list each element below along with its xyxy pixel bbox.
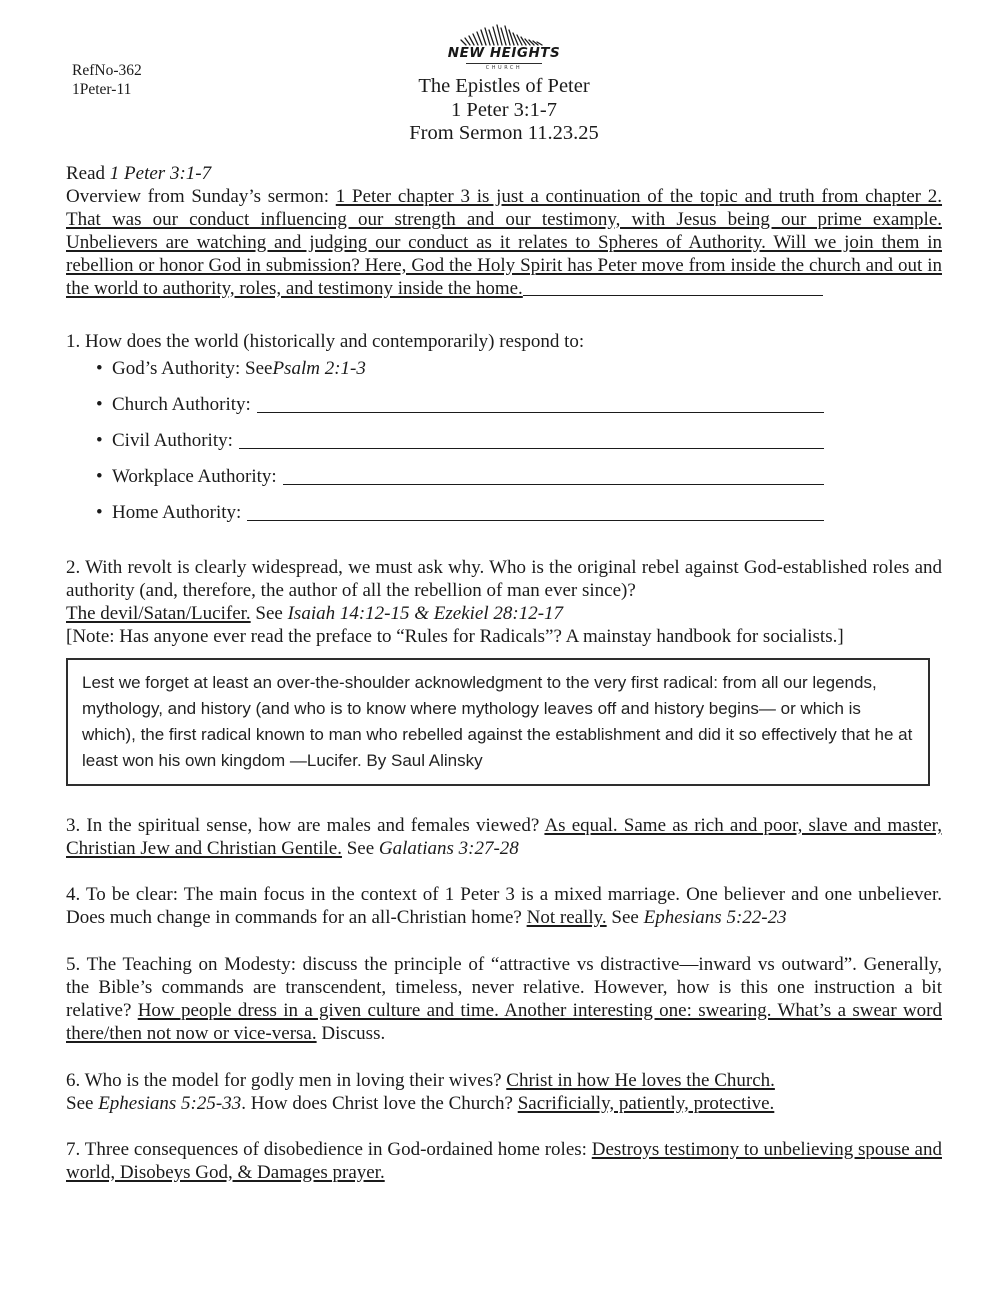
scripture-ref: Psalm 2:1-3 bbox=[272, 357, 366, 379]
q6-mid: . How does Christ love the Church? bbox=[241, 1092, 518, 1114]
q3-prompt: 3. In the spiritual sense, how are males and females viewed? bbox=[66, 814, 545, 836]
q4-prompt: 4. To be clear: The main focus in the context of 1 Peter 3 is a mixed marriage. One believer and one unbeliever. Does much change in commands for an all-Christian home? bbox=[66, 883, 942, 928]
answer-blank bbox=[239, 429, 824, 449]
bullet-icon: • bbox=[96, 357, 103, 379]
document-title bbox=[66, 75, 942, 146]
q2-scripture-refs: Isaiah 14:12-15 & Ezekiel 28:12-17 bbox=[287, 602, 564, 624]
q3-scripture-ref: Galatians 3:27-28 bbox=[378, 837, 519, 859]
answer-line-extension bbox=[523, 294, 823, 296]
bullet-icon: • bbox=[96, 429, 103, 451]
bullet-label: Church Authority: bbox=[112, 393, 251, 415]
q7-answer: Destroys testimony to unbelieving spouse and world, Disobeys God, & Damages prayer. bbox=[66, 1138, 942, 1183]
see-label: See bbox=[66, 1092, 99, 1114]
question-7 bbox=[66, 1138, 942, 1184]
read-label: Read bbox=[66, 162, 110, 184]
see-label: See bbox=[250, 602, 288, 624]
lesson-code: 1Peter-11 bbox=[72, 80, 132, 98]
bullet-label: God’s Authority: See bbox=[112, 357, 273, 379]
q6-scripture-ref: Ephesians 5:25-33 bbox=[98, 1092, 242, 1114]
overview-paragraph bbox=[66, 162, 942, 300]
mountain-ridge-icon bbox=[452, 20, 556, 46]
logo-divider bbox=[466, 63, 542, 64]
answer-blank bbox=[247, 501, 824, 521]
reference-block bbox=[72, 62, 142, 99]
alinsky-quote-box bbox=[66, 658, 930, 786]
q5-prompt: 5. The Teaching on Modesty: discuss the principle of “attractive vs distractive—inward vs outward”. Generally, the Bible’s commands are transcendent, timeless, never relative. However, how is this one instruction a bit relative? bbox=[66, 953, 942, 1021]
overview-answer: 1 Peter chapter 3 is just a continuation of the topic and truth from chapter 2. That was our conduct influencing our strength and our testimony, with Jesus being our prime example. Unbelievers are watching and judging our conduct as it relates to Spheres of Authority. Will we join them in rebellion or honor God in submission? Here, God the Holy Spirit has Peter move from inside the church and out in the world to authority, roles, and testimony inside the home. bbox=[66, 185, 943, 299]
q5-answer: How people dress in a given culture and time. Another interesting one: swearing. What’s a swear word there/then not now or vice-versa. bbox=[66, 999, 942, 1044]
question-3 bbox=[66, 814, 942, 860]
quote-text: Lest we forget at least an over-the-shoulder acknowledgment to the very first radical: from all our legends, mythology, and history (and who is to know where mythology leaves off and history begins— or which is which), the first radical known to man who rebelled against the establishment and did it so effectively that he at least won his own kingdom —Lucifer. By Saul Alinsky bbox=[82, 672, 913, 770]
ref-number: RefNo-362 bbox=[72, 62, 142, 79]
bullet-icon: • bbox=[96, 501, 103, 523]
q6-answer-1: Christ in how He loves the Church. bbox=[506, 1069, 775, 1091]
authority-bullet-list bbox=[66, 357, 942, 524]
q5-tail: Discuss. bbox=[316, 1022, 386, 1044]
q2-prompt: 2. With revolt is clearly widespread, we must ask why. Who is the original rebel against God-established roles and authority (and, therefore, the author of all the rebellion of man ever since)? bbox=[66, 556, 942, 601]
overview-lead: Overview from Sunday’s sermon: bbox=[66, 185, 336, 207]
question-4 bbox=[66, 883, 942, 929]
see-label: See bbox=[606, 906, 644, 928]
title-line-3: From Sermon 11.23.25 bbox=[409, 122, 599, 144]
read-scripture-ref: 1 Peter 3:1-7 bbox=[109, 162, 212, 184]
question-1: 1. How does the world (historically and contemporarily) respond to: bbox=[66, 330, 585, 352]
q6-answer-2: Sacrificially, patiently, protective. bbox=[517, 1092, 775, 1114]
bullet-label: Workplace Authority: bbox=[112, 465, 277, 487]
church-logo bbox=[66, 20, 942, 72]
logo-subtitle: CHURCH bbox=[485, 65, 523, 71]
q4-scripture-ref: Ephesians 5:22-23 bbox=[643, 906, 787, 928]
bullet-workplace-authority bbox=[66, 465, 824, 488]
bullet-gods-authority bbox=[66, 357, 824, 380]
question-2 bbox=[66, 556, 942, 648]
title-line-2: 1 Peter 3:1-7 bbox=[451, 98, 557, 121]
q2-note: [Note: Has anyone ever read the preface to “Rules for Radicals”? A mainstay handbook for socialists.] bbox=[66, 625, 844, 647]
bullet-icon: • bbox=[96, 393, 103, 415]
answer-blank bbox=[283, 465, 824, 485]
bullet-label: Civil Authority: bbox=[112, 429, 233, 451]
q2-answer: The devil/Satan/Lucifer. bbox=[66, 602, 251, 624]
q7-prompt: 7. Three consequences of disobedience in God-ordained home roles: bbox=[66, 1138, 592, 1160]
bullet-civil-authority bbox=[66, 429, 824, 452]
q4-answer: Not really. bbox=[526, 906, 607, 928]
question-6 bbox=[66, 1069, 942, 1115]
q3-answer: As equal. Same as rich and poor, slave and master, Christian Jew and Christian Gentile. bbox=[66, 814, 942, 859]
see-label: See bbox=[341, 837, 379, 859]
title-line-1: The Epistles of Peter bbox=[418, 75, 590, 97]
bullet-label: Home Authority: bbox=[112, 501, 242, 523]
bullet-church-authority bbox=[66, 393, 824, 416]
answer-blank bbox=[257, 393, 824, 413]
bullet-icon: • bbox=[96, 465, 103, 487]
q6-prompt: 6. Who is the model for godly men in loving their wives? bbox=[66, 1069, 507, 1091]
question-5 bbox=[66, 953, 942, 1045]
logo-wordmark: NEW HEIGHTS bbox=[447, 45, 561, 61]
bullet-home-authority bbox=[66, 501, 824, 524]
